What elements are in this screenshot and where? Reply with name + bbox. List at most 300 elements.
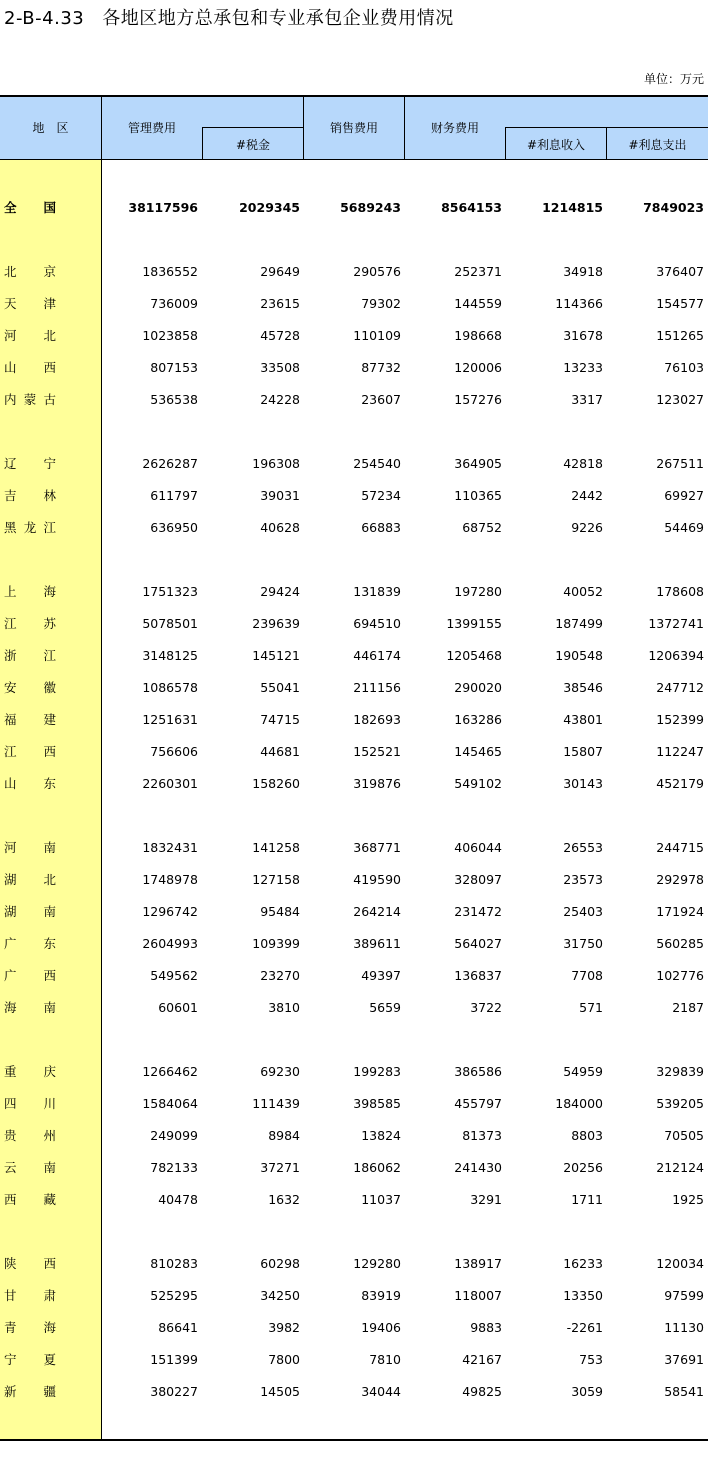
- table-cell: 49397: [361, 968, 401, 983]
- region-name-char: 辽: [4, 456, 17, 471]
- table-cell: 455797: [454, 1096, 502, 1111]
- table-cell: 39031: [260, 488, 300, 503]
- table-cell: 249099: [150, 1128, 198, 1143]
- table-cell: 199283: [353, 1064, 401, 1079]
- table-cell: 129280: [353, 1256, 401, 1271]
- table-cell: 79302: [361, 296, 401, 311]
- table-cell: 328097: [454, 872, 502, 887]
- region-name-char: 海: [4, 1000, 17, 1015]
- table-cell: 136837: [454, 968, 502, 983]
- table-cell: 38117596: [128, 200, 198, 215]
- table-cell: 40052: [563, 584, 603, 599]
- table-cell: 549562: [150, 968, 198, 983]
- region-name: [4, 614, 56, 634]
- table-cell: 536538: [150, 392, 198, 407]
- table-cell: 1251631: [142, 712, 198, 727]
- table-cell: 171924: [656, 904, 704, 919]
- region-name-char: 河: [4, 328, 17, 343]
- table-cell: 1266462: [142, 1064, 198, 1079]
- table-cell: 329839: [656, 1064, 704, 1079]
- table-cell: 1832431: [142, 840, 198, 855]
- table-cell: 2029345: [239, 200, 300, 215]
- region-name-char: 蒙: [23, 392, 37, 407]
- table-cell: 186062: [353, 1160, 401, 1175]
- region-name: [4, 710, 56, 730]
- table-cell: 11037: [361, 1192, 401, 1207]
- table-cell: 40628: [260, 520, 300, 535]
- header-bottom-rule: [0, 159, 708, 160]
- table-cell: 60298: [260, 1256, 300, 1271]
- region-name-char: 全: [4, 200, 17, 215]
- region-name-char: 北: [43, 328, 56, 343]
- table-cell: 81373: [462, 1128, 502, 1143]
- header-top-rule: [0, 95, 708, 97]
- table-cell: 539205: [656, 1096, 704, 1111]
- header-interest-expense: #利息支出: [628, 138, 687, 152]
- table-cell: 247712: [656, 680, 704, 695]
- table-cell: 1205468: [446, 648, 502, 663]
- table-cell: 3317: [571, 392, 603, 407]
- table-cell: 8984: [268, 1128, 300, 1143]
- table-cell: 290576: [353, 264, 401, 279]
- region-name-char: 西: [43, 360, 56, 375]
- table-cell: 560285: [656, 936, 704, 951]
- table-cell: 5078501: [142, 616, 198, 631]
- table-cell: 198668: [454, 328, 502, 343]
- region-name: [4, 774, 56, 794]
- region-name-char: 四: [4, 1096, 17, 1111]
- subheader-rule-tax: [202, 127, 303, 128]
- table-cell: 564027: [454, 936, 502, 951]
- table-cell: 145121: [252, 648, 300, 663]
- region-name-char: 江: [43, 520, 56, 535]
- table-cell: 290020: [454, 680, 502, 695]
- table-cell: 95484: [260, 904, 300, 919]
- table-cell: 376407: [656, 264, 704, 279]
- table-cell: 3810: [268, 1000, 300, 1015]
- table-cell: 112247: [656, 744, 704, 759]
- table-cell: 187499: [555, 616, 603, 631]
- table-title: 各地区地方总承包和专业承包企业费用情况: [102, 8, 454, 29]
- region-name: [4, 1190, 56, 1210]
- region-name: [4, 838, 56, 858]
- table-cell: 807153: [150, 360, 198, 375]
- region-name-char: 江: [4, 616, 17, 631]
- region-name-char: 龙: [23, 520, 37, 535]
- table-cell: 37691: [664, 1352, 704, 1367]
- table-cell: 7800: [268, 1352, 300, 1367]
- table-cell: 1632: [268, 1192, 300, 1207]
- header-finance-expense: 财务费用: [430, 121, 479, 135]
- table-cell: 25403: [563, 904, 603, 919]
- table-cell: 34250: [260, 1288, 300, 1303]
- region-name: [4, 582, 56, 602]
- region-name: [4, 262, 56, 282]
- table-cell: 196308: [252, 456, 300, 471]
- table-cell: 611797: [150, 488, 198, 503]
- table-cell: 44681: [260, 744, 300, 759]
- region-name: [4, 966, 56, 986]
- region-name-char: 徽: [43, 680, 56, 695]
- table-cell: 66883: [361, 520, 401, 535]
- table-cell: 69927: [664, 488, 704, 503]
- table-cell: 13824: [361, 1128, 401, 1143]
- table-cell: 782133: [150, 1160, 198, 1175]
- region-name-char: 云: [4, 1160, 17, 1175]
- table-cell: 154577: [656, 296, 704, 311]
- table-cell: 211156: [353, 680, 401, 695]
- region-name-char: 湖: [4, 872, 17, 887]
- region-name-char: 庆: [43, 1064, 56, 1079]
- table-cell: 102776: [656, 968, 704, 983]
- table-cell: 2187: [672, 1000, 704, 1015]
- table-cell: 60601: [158, 1000, 198, 1015]
- table-cell: -2261: [566, 1320, 603, 1335]
- table-cell: 2260301: [142, 776, 198, 791]
- table-cell: 7849023: [643, 200, 704, 215]
- region-name-char: 上: [4, 584, 17, 599]
- header-management-expense: 管理费用: [127, 121, 176, 135]
- region-name-char: 藏: [43, 1192, 56, 1207]
- table-cell: 1751323: [142, 584, 198, 599]
- region-name: [4, 678, 56, 698]
- region-name-char: 国: [43, 200, 56, 215]
- region-name-char: 浙: [4, 648, 17, 663]
- region-name-char: 南: [43, 904, 56, 919]
- table-cell: 23270: [260, 968, 300, 983]
- table-cell: 446174: [353, 648, 401, 663]
- table-cell: 15807: [563, 744, 603, 759]
- region-name-char: 福: [4, 712, 17, 727]
- table-cell: 182693: [353, 712, 401, 727]
- table-cell: 1748978: [142, 872, 198, 887]
- table-cell: 54959: [563, 1064, 603, 1079]
- table-cell: 3982: [268, 1320, 300, 1335]
- table-cell: 151399: [150, 1352, 198, 1367]
- region-name-char: 海: [43, 584, 56, 599]
- table-cell: 178608: [656, 584, 704, 599]
- table-cell: 364905: [454, 456, 502, 471]
- table-cell: 197280: [454, 584, 502, 599]
- table-cell: 368771: [353, 840, 401, 855]
- table-cell: 86641: [158, 1320, 198, 1335]
- table-cell: 31678: [563, 328, 603, 343]
- table-cell: 23573: [563, 872, 603, 887]
- region-name-char: 西: [43, 1256, 56, 1271]
- table-cell: 252371: [454, 264, 502, 279]
- region-name-char: 东: [43, 776, 56, 791]
- table-cell: 525295: [150, 1288, 198, 1303]
- table-cell: 1584064: [142, 1096, 198, 1111]
- region-name: [4, 294, 56, 314]
- region-name-char: 南: [43, 840, 56, 855]
- table-cell: 8564153: [441, 200, 502, 215]
- table-cell: 152399: [656, 712, 704, 727]
- table-cell: 33508: [260, 360, 300, 375]
- table-cell: 419590: [353, 872, 401, 887]
- table-cell: 38546: [563, 680, 603, 695]
- table-cell: 74715: [260, 712, 300, 727]
- table-cell: 1372741: [648, 616, 704, 631]
- table-cell: 83919: [361, 1288, 401, 1303]
- table-cell: 49825: [462, 1384, 502, 1399]
- region-name-char: 疆: [43, 1384, 56, 1399]
- region-name-char: 津: [43, 296, 56, 311]
- table-cell: 37271: [260, 1160, 300, 1175]
- table-cell: 212124: [656, 1160, 704, 1175]
- region-name-char: 林: [43, 488, 56, 503]
- table-cell: 145465: [454, 744, 502, 759]
- region-name: [4, 1254, 56, 1274]
- region-name: [4, 646, 56, 666]
- region-name: [4, 390, 56, 410]
- table-cell: 380227: [150, 1384, 198, 1399]
- table-cell: 29424: [260, 584, 300, 599]
- table-cell: 736009: [150, 296, 198, 311]
- region-name-char: 北: [4, 264, 17, 279]
- table-cell: 398585: [353, 1096, 401, 1111]
- table-cell: 292978: [656, 872, 704, 887]
- region-name: [4, 1286, 56, 1306]
- table-cell: 55041: [260, 680, 300, 695]
- table-cell: 1399155: [446, 616, 502, 631]
- header-region: 地 区: [32, 121, 69, 135]
- table-cell: 810283: [150, 1256, 198, 1271]
- table-cell: 31750: [563, 936, 603, 951]
- region-name-char: 西: [4, 1192, 17, 1207]
- region-name: [4, 1350, 56, 1370]
- region-name-char: 古: [43, 392, 56, 407]
- region-name: [4, 1126, 56, 1146]
- region-name-char: 西: [43, 744, 56, 759]
- table-cell: 7708: [571, 968, 603, 983]
- region-name-char: 川: [43, 1096, 56, 1111]
- table-cell: 9226: [571, 520, 603, 535]
- table-cell: 636950: [150, 520, 198, 535]
- region-name-char: 重: [4, 1064, 17, 1079]
- table-cell: 1086578: [142, 680, 198, 695]
- region-name-char: 建: [43, 712, 56, 727]
- table-cell: 16233: [563, 1256, 603, 1271]
- table-cell: 42818: [563, 456, 603, 471]
- table-cell: 5659: [369, 1000, 401, 1015]
- table-cell: 3148125: [142, 648, 198, 663]
- table-cell: 14505: [260, 1384, 300, 1399]
- table-cell: 264214: [353, 904, 401, 919]
- table-cell: 571: [579, 1000, 603, 1015]
- region-name-char: 山: [4, 776, 17, 791]
- table-cell: 5689243: [340, 200, 401, 215]
- table-cell: 69230: [260, 1064, 300, 1079]
- table-cell: 389611: [353, 936, 401, 951]
- region-name-char: 东: [43, 936, 56, 951]
- table-cell: 110109: [353, 328, 401, 343]
- region-name-char: 夏: [43, 1352, 56, 1367]
- region-name-char: 海: [43, 1320, 56, 1335]
- table-cell: 1214815: [542, 200, 603, 215]
- table-cell: 1023858: [142, 328, 198, 343]
- region-name-char: 黑: [4, 520, 17, 535]
- table-cell: 1296742: [142, 904, 198, 919]
- header-sales-expense: 销售费用: [329, 121, 378, 135]
- region-name: [4, 742, 56, 762]
- table-cell: 24228: [260, 392, 300, 407]
- region-name: [4, 870, 56, 890]
- region-name: [4, 1158, 56, 1178]
- table-cell: 319876: [353, 776, 401, 791]
- table-cell: 58541: [664, 1384, 704, 1399]
- table-cell: 1925: [672, 1192, 704, 1207]
- region-name: [4, 1094, 56, 1114]
- table-cell: 694510: [353, 616, 401, 631]
- table-cell: 231472: [454, 904, 502, 919]
- region-name: [4, 454, 56, 474]
- table-cell: 123027: [656, 392, 704, 407]
- table-code: 2-B-4.33: [4, 8, 85, 29]
- region-name-char: 天: [4, 296, 17, 311]
- region-name-char: 安: [4, 680, 17, 695]
- region-name: [4, 902, 56, 922]
- region-name-char: 南: [43, 1000, 56, 1015]
- table-cell: 1836552: [142, 264, 198, 279]
- region-name-char: 西: [43, 968, 56, 983]
- region-name: [4, 326, 56, 346]
- region-name-char: 宁: [43, 456, 56, 471]
- region-name-char: 南: [43, 1160, 56, 1175]
- table-cell: 2626287: [142, 456, 198, 471]
- table-cell: 110365: [454, 488, 502, 503]
- table-cell: 11130: [664, 1320, 704, 1335]
- table-cell: 87732: [361, 360, 401, 375]
- table-cell: 120006: [454, 360, 502, 375]
- table-cell: 111439: [252, 1096, 300, 1111]
- table-cell: 40478: [158, 1192, 198, 1207]
- table-cell: 3059: [571, 1384, 603, 1399]
- region-name: [4, 934, 56, 954]
- table-cell: 20256: [563, 1160, 603, 1175]
- table-cell: 184000: [555, 1096, 603, 1111]
- region-name-char: 陕: [4, 1256, 17, 1271]
- table-cell: 26553: [563, 840, 603, 855]
- table-cell: 76103: [664, 360, 704, 375]
- region-name: [4, 1318, 56, 1338]
- region-name: [4, 486, 56, 506]
- table-cell: 8803: [571, 1128, 603, 1143]
- table-cell: 406044: [454, 840, 502, 855]
- table-cell: 3291: [470, 1192, 502, 1207]
- region-name-char: 州: [43, 1128, 56, 1143]
- table-cell: 23615: [260, 296, 300, 311]
- region-name-char: 肃: [43, 1288, 56, 1303]
- table-cell: 70505: [664, 1128, 704, 1143]
- table-cell: 57234: [361, 488, 401, 503]
- region-name: [4, 1382, 56, 1402]
- table-cell: 241430: [454, 1160, 502, 1175]
- table-cell: 9883: [470, 1320, 502, 1335]
- table-cell: 97599: [664, 1288, 704, 1303]
- table-cell: 756606: [150, 744, 198, 759]
- table-cell: 7810: [369, 1352, 401, 1367]
- table-cell: 13350: [563, 1288, 603, 1303]
- region-name-char: 广: [4, 968, 17, 983]
- header-tax: #税金: [235, 138, 271, 152]
- table-cell: 2604993: [142, 936, 198, 951]
- region-name-char: 江: [43, 648, 56, 663]
- page-title: [4, 6, 454, 32]
- region-name-char: 山: [4, 360, 17, 375]
- table-cell: 1711: [571, 1192, 603, 1207]
- table-cell: 1206394: [648, 648, 704, 663]
- table-cell: 753: [579, 1352, 603, 1367]
- table-cell: 452179: [656, 776, 704, 791]
- table-cell: 29649: [260, 264, 300, 279]
- region-name-char: 河: [4, 840, 17, 855]
- region-name: [4, 358, 56, 378]
- region-name-char: 内: [4, 392, 17, 407]
- table-cell: 549102: [454, 776, 502, 791]
- region-name: [4, 1062, 56, 1082]
- region-name-char: 吉: [4, 488, 17, 503]
- table-bottom-rule: [0, 1439, 708, 1441]
- table-cell: 109399: [252, 936, 300, 951]
- table-cell: 267511: [656, 456, 704, 471]
- table-cell: 157276: [454, 392, 502, 407]
- table-cell: 244715: [656, 840, 704, 855]
- region-name-char: 青: [4, 1320, 17, 1335]
- table-cell: 163286: [454, 712, 502, 727]
- region-name-char: 湖: [4, 904, 17, 919]
- table-cell: 23607: [361, 392, 401, 407]
- table-cell: 68752: [462, 520, 502, 535]
- table-cell: 138917: [454, 1256, 502, 1271]
- table-cell: 158260: [252, 776, 300, 791]
- table-cell: 386586: [454, 1064, 502, 1079]
- table-cell: 152521: [353, 744, 401, 759]
- table-cell: 151265: [656, 328, 704, 343]
- region-name-char: 甘: [4, 1288, 17, 1303]
- table-cell: 13233: [563, 360, 603, 375]
- table-cell: 114366: [555, 296, 603, 311]
- table-cell: 141258: [252, 840, 300, 855]
- table-cell: 2442: [571, 488, 603, 503]
- table-cell: 120034: [656, 1256, 704, 1271]
- table-cell: 43801: [563, 712, 603, 727]
- table-cell: 239639: [252, 616, 300, 631]
- unit-label: 单位：万元: [643, 72, 704, 86]
- table-cell: 30143: [563, 776, 603, 791]
- region-name: [4, 198, 56, 218]
- region-name-char: 贵: [4, 1128, 17, 1143]
- region-name-char: 江: [4, 744, 17, 759]
- table-cell: 3722: [470, 1000, 502, 1015]
- table-cell: 144559: [454, 296, 502, 311]
- region-name-char: 宁: [4, 1352, 17, 1367]
- region-name-char: 苏: [43, 616, 56, 631]
- region-name-char: 广: [4, 936, 17, 951]
- table-cell: 54469: [664, 520, 704, 535]
- table-cell: 34918: [563, 264, 603, 279]
- table-cell: 131839: [353, 584, 401, 599]
- table-cell: 45728: [260, 328, 300, 343]
- table-cell: 254540: [353, 456, 401, 471]
- table-cell: 190548: [555, 648, 603, 663]
- region-column-background: [0, 160, 101, 1440]
- table-cell: 19406: [361, 1320, 401, 1335]
- table-cell: 127158: [252, 872, 300, 887]
- region-name: [4, 998, 56, 1018]
- region-name: [4, 518, 56, 538]
- region-name-char: 京: [43, 264, 56, 279]
